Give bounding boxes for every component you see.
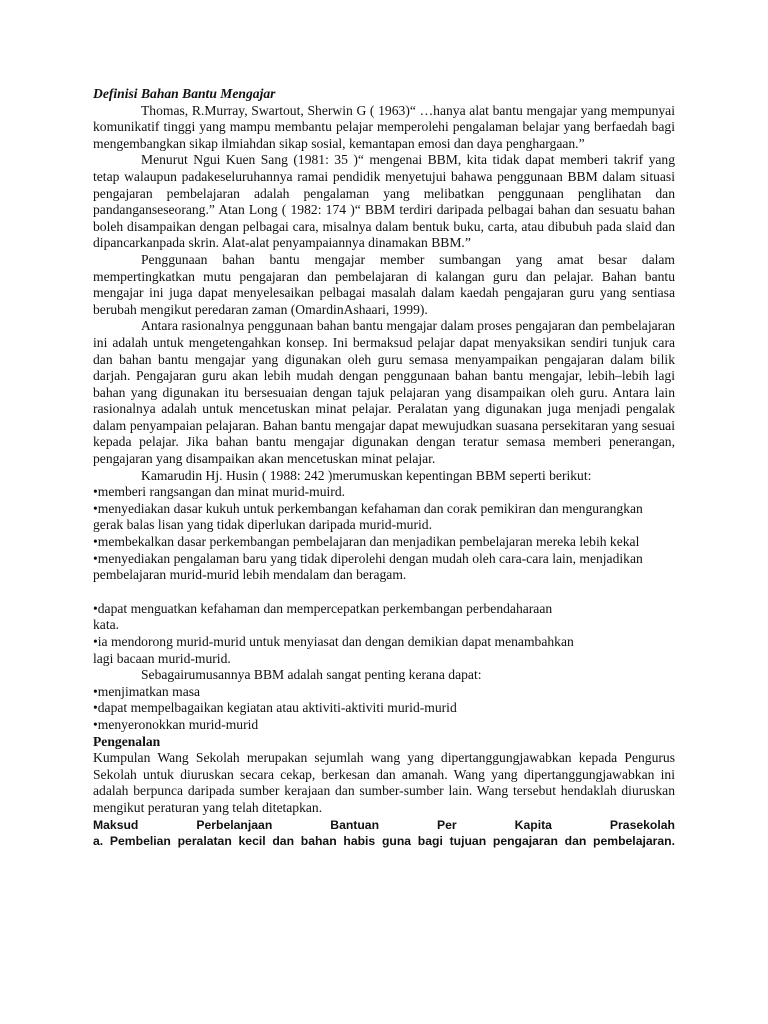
document-heading: Definisi Bahan Bantu Mengajar	[93, 86, 276, 101]
maksud-word: Maksud	[93, 817, 139, 832]
paragraph-rasional: Antara rasionalnya penggunaan bahan bantu mengajar dalam proses pengajaran dan pembelajaran ini adalah untuk mengetengahkan konsep. Ini bermaksud pelajar dapat menyaksikan sendiri tunjuk cara dan bahan bantu mengajar yang digunakan oleh guru semasa menyampaikan pengajaran dalam bilik darjah. Pengajaran guru akan lebih mudah dengan penggunaan bahan bantu mengajar, lebih–lebih lagi bahan yang digunakan itu bersesuaian dengan tajuk pelajaran yang disampaikan oleh guru. Antara lain rasionalnya adalah untuk mencetuskan minat pelajar. Peralatan yang digunakan juga menjadi pengalak dalam penyampaian pelajaran. Bahan bantu mengajar dapat mewujudkan suasana persekitaran yang sesuai kepada pelajar. Jika bahan bantu mengajar digunakan dengan teratur semasa memberi penerangan, pengajaran yang disampaikan akan mencetuskan minat pelajar.	[93, 318, 675, 467]
list-item: •menyediakan pengalaman baru yang tidak diperolehi dengan mudah oleh cara-cara lain, menjadikan pembelajaran murid-murid lebih mendalam dan beragam.	[93, 550, 643, 583]
blank-line	[93, 584, 675, 601]
section-title: Pengenalan	[93, 733, 161, 749]
maksud-heading	[93, 817, 675, 834]
maksud-word: Per	[437, 817, 457, 832]
document-page	[93, 86, 675, 850]
paragraph-rumusan: Sebagairumusannya BBM adalah sangat penting kerana dapat:	[141, 667, 482, 683]
list-item-continuation: lagi bacaan murid-murid.	[93, 650, 231, 666]
paragraph-penggunaan: Penggunaan bahan bantu mengajar member sumbangan yang amat besar dalam mempertingkatkan mutu pengajaran dan pembelajaran di kalangan guru dan pelajar. Bahan bantu mengajar ini juga dapat menyelesaikan pelbagai masalah dalam kaedah pengajaran guru yang sentiasa berubah mengikut peredaran zaman (OmardinAshaari, 1999).	[93, 251, 675, 317]
list-item: •memberi rangsangan dan minat murid-muird.	[93, 484, 346, 500]
list-item: •membekalkan dasar perkembangan pembelajaran dan menjadikan pembelajaran mereka lebih kekal	[93, 534, 640, 550]
maksud-word: Bantuan	[330, 817, 380, 832]
list-item: •menyediakan dasar kukuh untuk perkembangan kefahaman dan corak pemikiran dan mengurangkan gerak balas lisan yang tidak diperlukan daripada murid-murid.	[93, 500, 643, 533]
maksud-word: Perbelanjaan	[196, 817, 273, 832]
list-item-continuation: kata.	[93, 617, 120, 633]
paragraph-ngui-kuen-sang: Menurut Ngui Kuen Sang (1981: 35 )“ mengenai BBM, kita tidak dapat memberi takrif yang tetap walaupun padakeseluruhannya ramai pendidik menyetujui bahawa penggunaan BBM dalam situasi pengajaran pembelajaran adalah pengalaman yang melibatkan penggunaan penglihatan dan pandanganseseorang.” Atan Long ( 1982: 174 )“ BBM terdiri daripada pelbagai bahan dan sesuatu bahan boleh disampaikan dengan pelbagai cara, misalnya dalam bentuk buku, carta, atau dibubuh pada slaid dan dipancarkanpada skrin. Alat-alat penyampaiannya dinamakan BBM.”	[93, 152, 675, 251]
list-item: •menyeronokkan murid-murid	[93, 716, 259, 732]
maksud-word: Prasekolah	[609, 817, 675, 832]
item-a: a. Pembelian peralatan kecil dan bahan habis guna bagi tujuan pengajaran dan pembelajaran.	[93, 834, 675, 849]
list-item: •ia mendorong murid-murid untuk menyiasat dan dengan demikian dapat menambahkan	[93, 634, 574, 649]
list-item: •dapat menguatkan kefahaman dan mempercepatkan perkembangan perbendaharaan	[93, 600, 553, 616]
maksud-word: Kapita	[514, 817, 552, 832]
list-item: •dapat mempelbagaikan kegiatan atau aktiviti-aktiviti murid-murid	[93, 700, 457, 716]
list-item: •menjimatkan masa	[93, 683, 201, 699]
paragraph-pengenalan: Kumpulan Wang Sekolah merupakan sejumlah wang yang dipertanggungjawabkan kepada Pengurus Sekolah untuk diuruskan secara cekap, berkesan dan amanah. Wang yang dipertanggungjawabkan ini adalah berpunca daripada sumber kerajaan dan sumber-sumber lain. Wang tersebut hendaklah diuruskan mengikut peraturan yang telah ditetapkan.	[93, 750, 675, 815]
paragraph-thomas: Thomas, R.Murray, Swartout, Sherwin G ( 1963)“ …hanya alat bantu mengajar yang mempunyai komunikatif tinggi yang mampu membantu pelajar memperolehi pengalaman belajar yang berfaedah bagi mengembangkan sikap ilmiahdan sikap sosial, kemantapan emosi dan daya penghargaan.”	[93, 102, 675, 151]
paragraph-kamarudin: Kamarudin Hj. Husin ( 1988: 242 )merumuskan kepentingan BBM seperti berikut:	[141, 467, 592, 483]
